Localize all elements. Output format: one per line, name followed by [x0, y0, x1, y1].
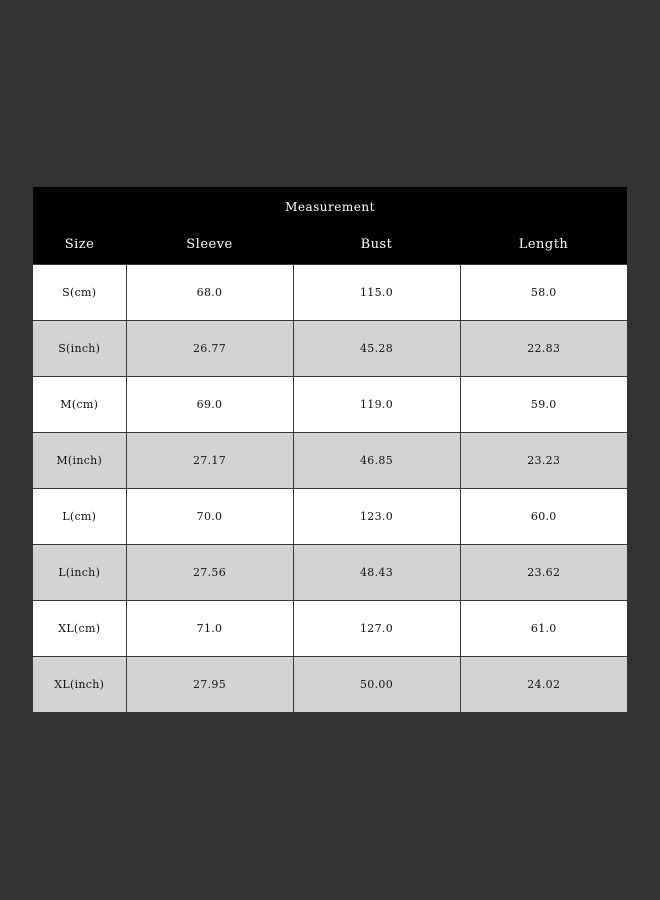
length-cell: 23.62 [460, 545, 627, 601]
sleeve-cell: 27.56 [126, 545, 293, 601]
sleeve-cell: 70.0 [126, 489, 293, 545]
size-cell: M(cm) [33, 377, 126, 433]
size-cell: M(inch) [33, 433, 126, 489]
size-cell: XL(inch) [33, 657, 126, 713]
size-chart-table [33, 187, 627, 712]
table-title-row [33, 187, 627, 225]
length-cell: 61.0 [460, 601, 627, 657]
table-row [33, 657, 627, 713]
bust-cell: 50.00 [293, 657, 460, 713]
sleeve-cell: 27.17 [126, 433, 293, 489]
length-cell: 60.0 [460, 489, 627, 545]
bust-cell: 127.0 [293, 601, 460, 657]
table-row [33, 321, 627, 377]
bust-cell: 115.0 [293, 265, 460, 321]
bust-cell: 46.85 [293, 433, 460, 489]
table-row [33, 377, 627, 433]
sleeve-cell: 27.95 [126, 657, 293, 713]
size-cell: L(inch) [33, 545, 126, 601]
table-row [33, 545, 627, 601]
sleeve-cell: 69.0 [126, 377, 293, 433]
table-row [33, 265, 627, 321]
sleeve-cell: 68.0 [126, 265, 293, 321]
column-header-length: Length [460, 225, 627, 265]
column-header-bust: Bust [293, 225, 460, 265]
length-cell: 59.0 [460, 377, 627, 433]
size-cell: XL(cm) [33, 601, 126, 657]
table-row [33, 433, 627, 489]
column-header-sleeve: Sleeve [126, 225, 293, 265]
bust-cell: 48.43 [293, 545, 460, 601]
bust-cell: 123.0 [293, 489, 460, 545]
size-cell: L(cm) [33, 489, 126, 545]
table-header-row [33, 225, 627, 265]
table-row [33, 601, 627, 657]
column-header-size: Size [33, 225, 126, 265]
size-cell: S(cm) [33, 265, 126, 321]
bust-cell: 45.28 [293, 321, 460, 377]
table-row [33, 489, 627, 545]
sleeve-cell: 26.77 [126, 321, 293, 377]
length-cell: 23.23 [460, 433, 627, 489]
sleeve-cell: 71.0 [126, 601, 293, 657]
length-cell: 58.0 [460, 265, 627, 321]
length-cell: 22.83 [460, 321, 627, 377]
size-cell: S(inch) [33, 321, 126, 377]
length-cell: 24.02 [460, 657, 627, 713]
table-title: Measurement [33, 187, 627, 225]
bust-cell: 119.0 [293, 377, 460, 433]
